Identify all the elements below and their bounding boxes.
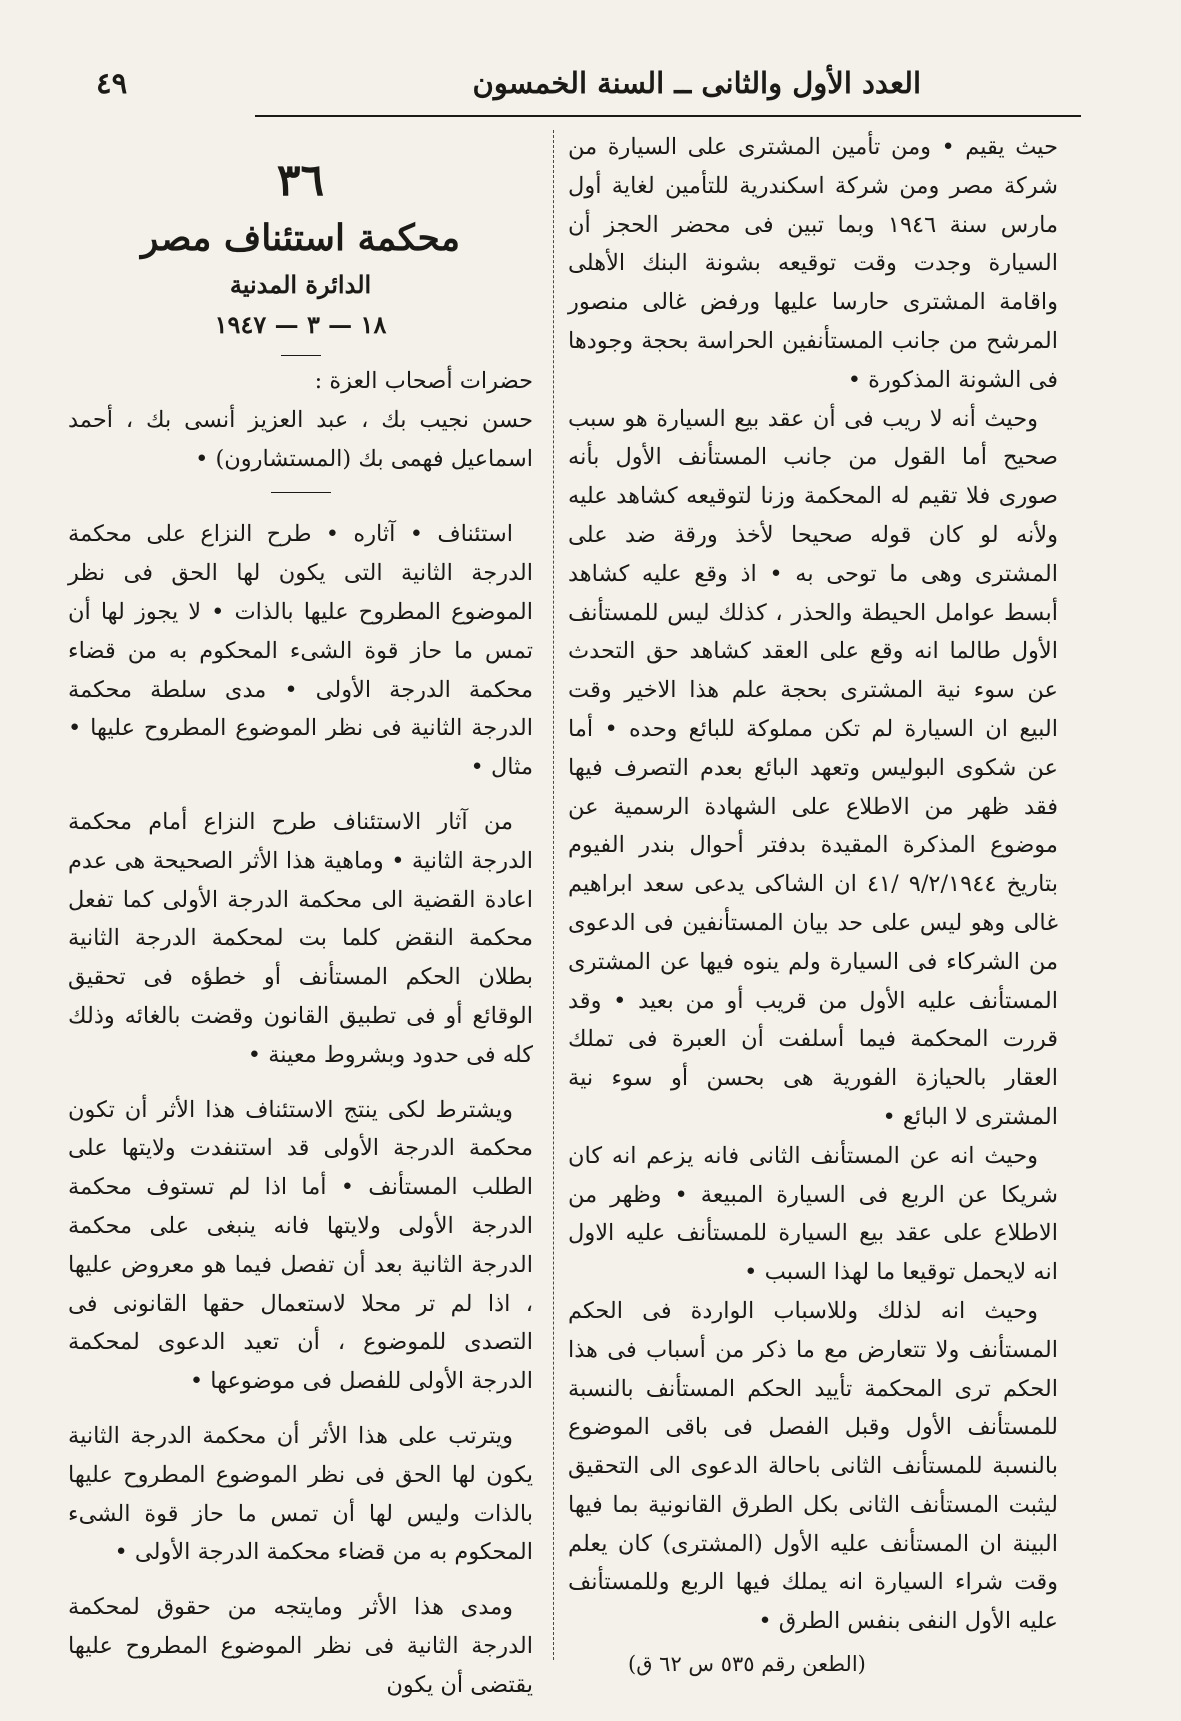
divider [271,492,331,493]
court-name: محكمة استئناف مصر [141,217,460,259]
appeal-citation: (الطعن رقم ٥٣٥ س ٦٢ ق) [628,1652,866,1677]
body-paragraph: وحيث أنه لا ريب فى أن عقد بيع السيارة هو سبب صحيح أما القول من جانب المستأنف الأول بأنه صورى فلا تقيم له المحكمة وزنا لتوقيعه كشاهد عليه ولأنه لو كان قوله صحيحا لأخذ ورقة ضد على المشترى وهى ما توحى به • اذ وقع عليه كشاهد أبسط عوامل الحيطة والحذر ، كذلك ليس للمستأنف الأول طالما انه وقع على العقد كشاهد حق التحدث عن سوء نية المشترى بحجة علم هذا الاخير وقت البيع ان السيارة لم تكن مملوكة للبائع وحده • أما عن شكوى البوليس وتعهد البائع بعدم التصرف فيها فقد ظهر من الاطلاع على الشهادة الرسمية عن موضوع المذكرة المقيدة بدفتر أحوال بندر الفيوم بتاريخ ٩/٢/١٩٤٤ /٤١ ان الشاكى يدعى سعد ابراهيم غالى وهو ليس على حد بيان المستأنفين فى الدعوى من الشركاء فى السيارة ولم ينوه فيها عن المشترى المستأنف عليه الأول من قريب أو من بعيد • وقد قررت المحكمة فيما أسلفت أن العبرة فى تملك العقار بالحيازة الفورية هى بحسن أو سوء نية المشترى لا البائع • [568,405,1059,1130]
judgment-date: ١٨ — ٣ — ١٩٤٧ [214,310,387,339]
judges-lead: حضرات أصحاب العزة : [314,368,533,394]
page-number: ٤٩ [96,66,128,100]
body-paragraph: ويشترط لكى ينتج الاستئناف هذا الأثر أن تكون محكمة الدرجة الأولى قد استنفدت ولايتها على الطلب المستأنف • أما اذا لم تستوف محكمة الدرجة الأولى ولايتها فانه ينبغى على محكمة الدرجة الثانية بعد أن تفصل فيما هو معروض عليها ، اذا لم تر محلا لاستعمال حقها القانونى فى التصدى للموضوع ، أن تعيد الدعوى لمحكمة الدرجة الأولى للفصل فى موضوعها • [68,1096,533,1395]
left-column [68,145,533,1721]
divider [281,355,321,356]
issue-title: العدد الأول والثانى ــ السنة الخمسون [472,66,921,100]
circuit-name: الدائرة المدنية [229,270,372,299]
column-divider [553,130,554,1660]
body-paragraph: من آثار الاستئناف طرح النزاع أمام محكمة الدرجة الثانية • وماهية هذا الأثر الصحيحة هى عدم اعادة القضية الى محكمة الدرجة الأولى كما تفعل محكمة النقض كلما بت لمحكمة الدرجة الثانية بطلان الحكم المستأنف أو خطؤه فى تحقيق الوقائع أو فى تطبيق القانون وقضت بالغائه وذلك كله فى حدود وبشروط معينة • [68,808,533,1068]
body-paragraph: وحيث انه عن المستأنف الثانى فانه يزعم انه كان شريكا عن الربع فى السيارة المبيعة • وظهر من الاطلاع على عقد بيع السيارة للمستأنف عليه الاول انه لايحمل توقيعا ما لهذا السبب • [568,1142,1058,1286]
body-paragraph: ويترتب على هذا الأثر أن محكمة الدرجة الثانية يكون لها الحق فى نظر الموضوع المطروح عليها بالذات وليس لها أن تمس ما حاز قوة الشىء المحكوم به من قضاء محكمة الدرجة الأولى • [68,1422,533,1566]
body-paragraph: وحيث انه لذلك وللاسباب الواردة فى الحكم المستأنف ولا تتعارض مع ما ذكر من أسباب فى هذا الحكم ترى المحكمة تأييد الحكم المستأنف بالنسبة للمستأنف الأول وقبل الفصل فى باقى الموضوع بالنسبة للمستأنف الثانى باحالة الدعوى الى التحقيق ليثبت المستأنف الثانى بكل الطرق القانونية بما فيها البينة ان المستأنف عليه الأول (المشترى) كان يعلم وقت شراء السيارة انه يملك فيها الربع وللمستأنف عليه الأول النفى بنفس الطرق • [568,1297,1058,1635]
body-paragraph: ومدى هذا الأثر ومايتجه من حقوق لمحكمة الدرجة الثانية فى نظر الموضوع المطروح عليها يقتضى أن يكون [68,1594,533,1698]
body-paragraph: حيث يقيم • ومن تأمين المشترى على السيارة من شركة مصر ومن شركة اسكندرية للتأمين لغاية أول مارس سنة ١٩٤٦ وبما تبين فى محضر الحجز أن السيارة وجدت وقت توقيعه بشونة البنك الأهلى واقامة المشترى حارسا عليها ورفض غالى منصور المرشح من جانب المستأنفين الحراسة بحجة وجودها فى الشونة المذكورة • [568,134,1058,393]
running-header [80,62,1101,110]
right-column [568,128,1058,1681]
header-rule [255,115,1081,117]
headnote: استئناف • آثاره • طرح النزاع على محكمة الدرجة الثانية التى يكون لها الحق فى نظر الموضوع المطروح عليها بالذات • لا يجوز لها أن تمس ما حاز قوة الشىء المحكوم به من قضاء محكمة الدرجة الأولى • مدى سلطة محكمة الدرجة الثانية فى نظر الموضوع المطروح عليها • مثال • [68,521,533,781]
judges-list: حسن نجيب بك ، عبد العزيز أنسى بك ، أحمد اسماعيل فهمى بك (المستشارون) • [68,406,533,472]
case-number: ٣٦ [276,155,325,206]
